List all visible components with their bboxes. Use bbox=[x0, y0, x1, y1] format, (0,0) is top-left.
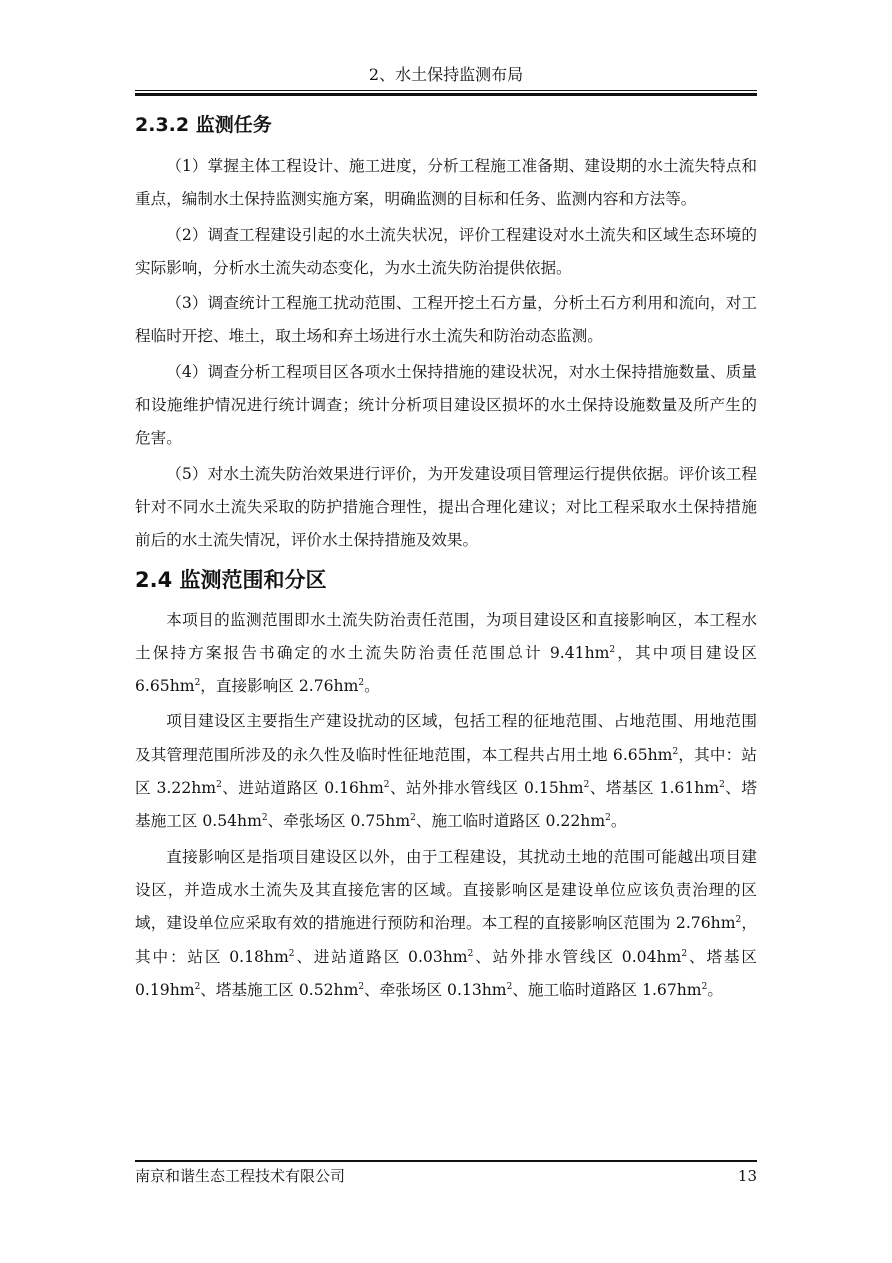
superscript-2: 2 bbox=[609, 644, 616, 655]
scope-paragraph-2: 项目建设区主要指生产建设扰动的区域，包括工程的征地范围、占地范围、用地范围及其管理范围所涉及的永久性及临时性征地范围，本工程共占用土地 $6.65hm^2$，其中：站区 $3.22hm^2$、进站道路区 $0.16hm^2$、站外排水管线区 $0.15hm^2$、塔基区 $1.61hm^2$、塔基施工区 $0.54hm^2$、牵张场区 $0.75hm^2$、施工临时道路区 $0.22hm^2$。 bbox=[135, 712, 757, 831]
superscript-2: 2 bbox=[506, 981, 513, 992]
footer-page-number: 13 bbox=[737, 1167, 757, 1185]
superscript-2: 2 bbox=[672, 746, 679, 757]
superscript-2: 2 bbox=[467, 948, 474, 959]
superscript-2: 2 bbox=[194, 678, 201, 689]
superscript-2: 2 bbox=[216, 780, 222, 791]
page-body bbox=[135, 104, 757, 1009]
superscript-2: 2 bbox=[358, 981, 365, 992]
superscript-2: 2 bbox=[719, 780, 725, 791]
header-rule-thin bbox=[135, 90, 757, 91]
superscript-2: 2 bbox=[288, 948, 295, 959]
footer-rule bbox=[135, 1160, 757, 1162]
section-2-4-heading: 2.4 监测范围和分区 bbox=[135, 567, 327, 592]
section-2-3-2-heading: 2.3.2 监测任务 bbox=[135, 114, 272, 136]
task-paragraph-5: （5）对水土流失防治效果进行评价，为开发建设项目管理运行提供依据。评价该工程针对不同水土流失采取的防护措施合理性，提出合理化建议；对比工程采取水土保持措施前后的水土流失情况，评价水土保持措施及效果。 bbox=[135, 464, 757, 550]
task-paragraph-2: （2）调查工程建设引起的水土流失状况，评价工程建设对水土流失和区域生态环境的实际影响，分析水土流失动态变化，为水土流失防治提供依据。 bbox=[135, 225, 757, 277]
task-paragraph-3: （3）调查统计工程施工扰动范围、工程开挖土石方量，分析土石方利用和流向，对工程临时开挖、堆土，取土场和弃土场进行水土流失和防治动态监测。 bbox=[135, 294, 757, 346]
superscript-2: 2 bbox=[605, 813, 611, 824]
superscript-2: 2 bbox=[410, 813, 416, 824]
running-header-title: 2、水土保持监测布局 bbox=[368, 65, 524, 84]
superscript-2: 2 bbox=[261, 813, 268, 824]
superscript-2: 2 bbox=[583, 780, 590, 791]
scope-paragraph-1: 本项目的监测范围即水土流失防治责任范围，为项目建设区和直接影响区，本工程水土保持方案报告书确定的水土流失防治责任范围总计 $9.41hm^2$，其中项目建设区 $6.65hm^2$，直接影响区 $2.76hm^2$。 bbox=[135, 610, 757, 696]
superscript-2: 2 bbox=[701, 981, 708, 992]
task-paragraph-4: （4）调查分析工程项目区各项水土保持措施的建设状况，对水土保持措施数量、质量和设施维护情况进行统计调查；统计分析项目建设区损坏的水土保持设施数量及所产生的危害。 bbox=[135, 362, 757, 448]
task-paragraph-1: （1）掌握主体工程设计、施工进度，分析工程施工准备期、建设期的水土流失特点和重点，编制水土保持监测实施方案，明确监测的目标和任务、监测内容和方法等。 bbox=[135, 157, 757, 209]
scope-paragraph-3: 直接影响区是指项目建设区以外，由于工程建设，其扰动土地的范围可能越出项目建设区，并造成水土流失及其直接危害的区域。直接影响区是建设单位应该负责治理的区域，建设单位应采取有效的措施进行预防和治理。本工程的直接影响区范围为 $2.76hm^2$，其中：站区 $0.18hm^2$、进站道路区 $0.03hm^2$、站外排水管线区 $0.04hm^2$、塔基区 $0.19hm^2$、塔基施工区 $0.52hm^2$、牵张场区 $0.13hm^2$、施工临时道路区 $1.67hm^2$。 bbox=[135, 847, 757, 999]
superscript-2: 2 bbox=[681, 948, 688, 959]
header-rule-thick bbox=[135, 93, 757, 96]
superscript-2: 2 bbox=[194, 981, 201, 992]
superscript-2: 2 bbox=[735, 915, 742, 926]
superscript-2: 2 bbox=[383, 780, 390, 791]
footer-company-name: 南京和谐生态工程技术有限公司 bbox=[135, 1167, 346, 1185]
superscript-2: 2 bbox=[358, 678, 365, 689]
